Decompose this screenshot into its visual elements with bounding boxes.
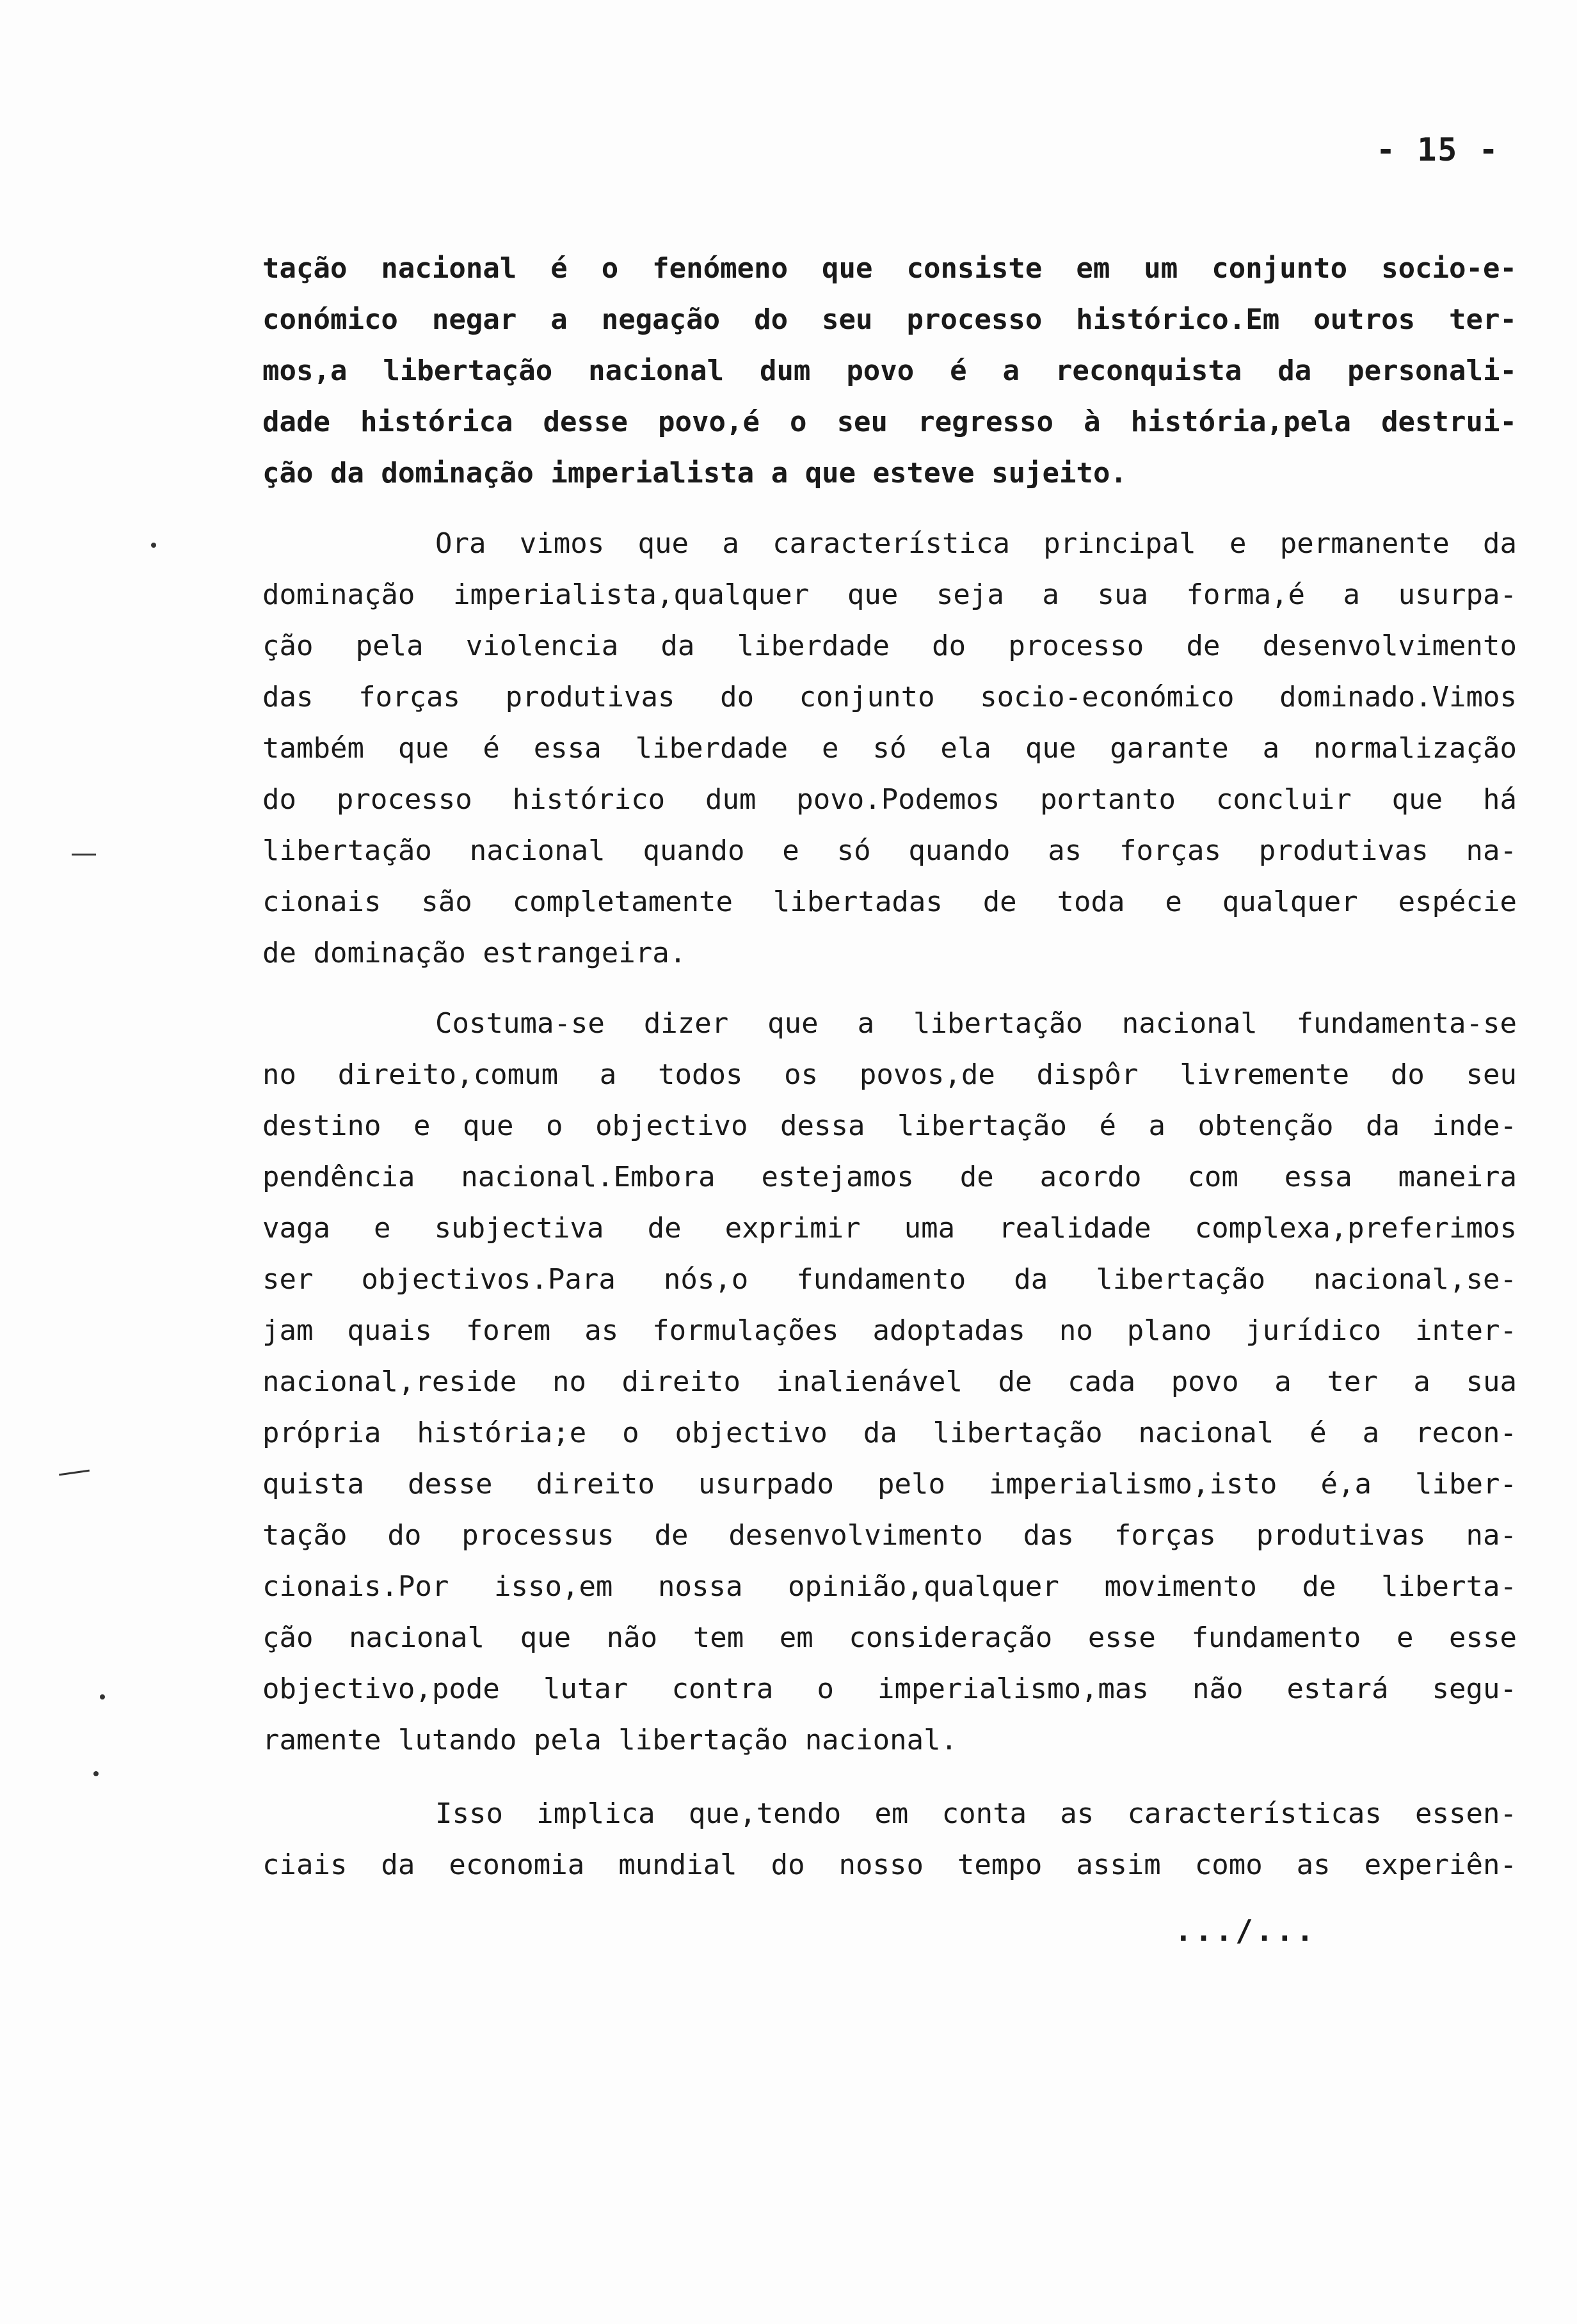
text-line: ser objectivos.Para nós,o fundamento da libertação nacional,se- [262, 1263, 1517, 1296]
margin-dot [151, 543, 156, 548]
text-line: libertação nacional quando e só quando as forças produtivas na- [262, 834, 1517, 867]
margin-dash [59, 1470, 90, 1476]
text-line: ciais da economia mundial do nosso tempo assim como as experiên- [262, 1849, 1517, 1881]
text-line: Ora vimos que a característica principal e permanente da [435, 527, 1517, 560]
text-line: dominação imperialista,qualquer que seja a sua forma,é a usurpa- [262, 578, 1517, 611]
text-line: também que é essa liberdade e só ela que garante a normalização [262, 732, 1517, 765]
text-line: jam quais forem as formulações adoptadas no plano jurídico inter- [262, 1314, 1517, 1347]
text-line: ramente lutando pela libertação nacional. [262, 1724, 958, 1756]
text-line: no direito,comum a todos os povos,de dispôr livremente do seu [262, 1058, 1517, 1091]
text-line: conómico negar a negação do seu processo histórico.Em outros ter- [262, 303, 1517, 336]
paragraph-3 [262, 998, 1517, 1766]
text-line: ção da dominação imperialista a que esteve sujeito. [262, 457, 1128, 489]
text-line: Costuma-se dizer que a libertação nacional fundamenta-se [435, 1007, 1517, 1040]
page-number: - 15 - [1376, 131, 1500, 168]
margin-dash [72, 854, 96, 856]
text-line: quista desse direito usurpado pelo imperialismo,isto é,a liber- [262, 1468, 1517, 1500]
text-line: ção pela violencia da liberdade do processo de desenvolvimento [262, 630, 1517, 662]
text-line: destino e que o objectivo dessa libertação é a obtenção da inde- [262, 1110, 1517, 1142]
paragraph-4 [262, 1788, 1517, 1891]
text-line: tação do processus de desenvolvimento das forças produtivas na- [262, 1519, 1517, 1552]
text-line: tação nacional é o fenómeno que consiste em um conjunto socio-e- [262, 252, 1517, 285]
text-line: própria história;e o objectivo da libertação nacional é a recon- [262, 1417, 1517, 1449]
text-line: do processo histórico dum povo.Podemos portanto concluir que há [262, 783, 1517, 816]
text-line: das forças produtivas do conjunto socio-económico dominado.Vimos [262, 681, 1517, 713]
text-line: Isso implica que,tendo em conta as características essen- [435, 1797, 1517, 1830]
text-line: cionais são completamente libertadas de toda e qualquer espécie [262, 886, 1517, 918]
text-line: cionais.Por isso,em nossa opinião,qualquer movimento de liberta- [262, 1570, 1517, 1603]
text-line: dade histórica desse povo,é o seu regresso à história,pela destrui- [262, 406, 1517, 438]
text-line: objectivo,pode lutar contra o imperialismo,mas não estará segu- [262, 1673, 1517, 1705]
margin-dot [100, 1694, 105, 1699]
text-line: de dominação estrangeira. [262, 937, 687, 969]
text-line: vaga e subjectiva de exprimir uma realidade complexa,preferimos [262, 1212, 1517, 1245]
margin-dot [93, 1771, 99, 1776]
text-line: ção nacional que não tem em consideração esse fundamento e esse [262, 1621, 1517, 1654]
paragraph-1 [262, 243, 1517, 499]
text-line: nacional,reside no direito inalienável de cada povo a ter a sua [262, 1365, 1517, 1398]
continuation-mark: .../... [1174, 1913, 1317, 1948]
text-line: pendência nacional.Embora estejamos de acordo com essa maneira [262, 1161, 1517, 1193]
paragraph-2 [262, 518, 1517, 979]
text-line: mos,a libertação nacional dum povo é a reconquista da personali- [262, 354, 1517, 387]
